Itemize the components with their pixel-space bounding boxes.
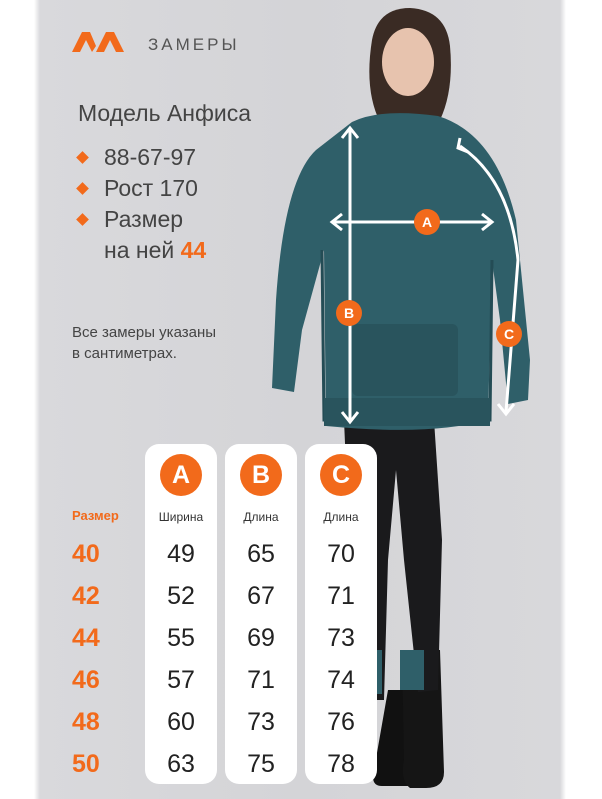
table-cell: 73: [247, 708, 275, 736]
table-cell: 75: [247, 750, 275, 778]
model-face: [382, 28, 434, 96]
size-column: [72, 533, 100, 785]
table-cell: 63: [167, 750, 195, 778]
size-value: 50: [72, 750, 100, 778]
param-text: Размер: [104, 206, 184, 232]
table-cell: 49: [167, 540, 195, 568]
table-cell: 76: [327, 708, 355, 736]
column-b-header: Длина: [243, 510, 279, 524]
table-cell: 70: [327, 540, 355, 568]
param-text: 88-67-97: [104, 144, 197, 170]
param-size-value: 44: [180, 237, 207, 263]
table-cell: 55: [167, 624, 195, 652]
size-value: 40: [72, 540, 100, 568]
units-note-line2: в сантиметрах.: [72, 345, 177, 362]
size-value: 46: [72, 666, 100, 694]
measure-column-a: [145, 444, 217, 784]
column-c-badge: C: [320, 454, 362, 496]
column-a-header: Ширина: [158, 510, 204, 524]
diamond-bullet-icon: [76, 151, 89, 164]
measure-column-c: [305, 444, 377, 784]
model-pocket: [352, 324, 458, 396]
param-height: [76, 173, 206, 204]
marker-b-label: B: [343, 305, 355, 321]
marker-c-label: C: [503, 326, 515, 342]
units-note-line1: Все замеры указаны: [72, 324, 217, 341]
model-name: Модель Анфиса: [78, 100, 252, 126]
table-cell: 71: [247, 666, 275, 694]
column-b-values: [225, 533, 297, 785]
param-text-line2: на ней: [104, 237, 181, 263]
table-cell: 74: [327, 666, 355, 694]
units-note: [72, 322, 216, 364]
column-c-values: [305, 533, 377, 785]
table-cell: 52: [167, 582, 195, 610]
size-value: 42: [72, 582, 100, 610]
param-bust: [76, 142, 206, 173]
param-text: Рост 170: [104, 175, 198, 201]
marker-a: [414, 209, 440, 235]
brand-logo-icon: [72, 32, 124, 52]
brand-title: ЗАМЕРЫ: [148, 35, 240, 54]
size-value: 48: [72, 708, 100, 736]
marker-c: [496, 321, 522, 347]
table-cell: 71: [327, 582, 355, 610]
column-a-values: [145, 533, 217, 785]
model-params: [76, 142, 206, 266]
size-value: 44: [72, 624, 100, 652]
table-cell: 57: [167, 666, 195, 694]
diamond-bullet-icon: [76, 182, 89, 195]
table-cell: 69: [247, 624, 275, 652]
measure-column-b: [225, 444, 297, 784]
param-size: [76, 204, 206, 266]
marker-b: [336, 300, 362, 326]
table-cell: 65: [247, 540, 275, 568]
table-cell: 73: [327, 624, 355, 652]
table-cell: 67: [247, 582, 275, 610]
column-b-badge: B: [240, 454, 282, 496]
model-sock-right: [400, 650, 424, 690]
marker-a-label: A: [421, 214, 433, 230]
column-c-header: Длина: [323, 510, 359, 524]
diamond-bullet-icon: [76, 213, 89, 226]
column-a-badge: A: [160, 454, 202, 496]
size-column-header: Размер: [72, 508, 119, 523]
table-cell: 78: [327, 750, 355, 778]
brand-header: [72, 32, 240, 54]
table-cell: 60: [167, 708, 195, 736]
